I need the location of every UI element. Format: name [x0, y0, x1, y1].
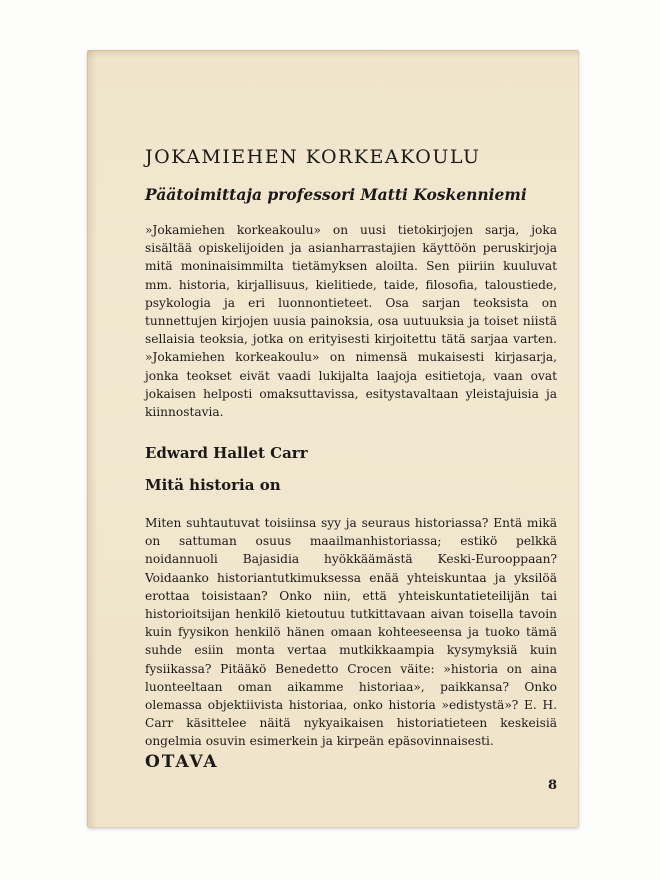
editor-line: Päätoimittaja professori Matti Koskenniemi: [145, 185, 527, 204]
publisher-name: OTAVA: [145, 752, 219, 772]
author-name: Edward Hallet Carr: [145, 444, 308, 462]
series-description: »Jokamiehen korkeakoulu» on uusi tietokirjojen sarja, joka sisältää opiskelijoiden ja asianharrastajien käyttöön peruskirjoja mitä moninaisimmilta tietämyksen aloilta. Sen piiriin kuuluvat mm. historia, kirjallisuus, kielitiede, taide, filosofia, taloustiede, psykologia ja eri luonnontieteet. Osa sarjan teoksista on tunnettujen kirjojen uusia painoksia, osa uutuuksia ja toiset niistä sellaisia teoksia, jotka on erityisesti kirjoitettu tätä sarjaa varten. »Jokamiehen korkeakoulu» on nimensä mukaisesti kirjasarja, jonka teokset eivät vaadi lukijalta laajoja esitietoja, vaan ovat jokaisen helposti omaksuttavissa, esitystavaltaan yleistajuisia ja kiinnostavia.: [145, 223, 557, 420]
series-title: JOKAMIEHEN KORKEAKOULU: [145, 146, 481, 168]
price-code: 8: [547, 778, 557, 793]
book-description: Miten suhtautuvat toisiinsa syy ja seuraus historiassa? Entä mikä on sattuman osuus maailmanhistoriassa; estikö pelkkä noidannuoli Bajasidia hyökkäämästä Keski-Eurooppaan? Voidaanko historiantutkimuksessa enää yhteiskuntaa ja yksilöä erottaa toisistaan? Onko niin, että yhteiskuntatieteilijän tai historioitsijan henkilö kietoutuu tutkittavaan aivan toisella tavoin kuin fyysikon henkilö hänen omaan kohteeseensa ja tuoko tämä suhde esiin monta vertaa mutkikkaampia kysymyksiä kuin fysiikassa? Pitääkö Benedetto Crocen väite: »historia on aina luonteeltaan oman aikamme historiaa», paikkansa? Onko olemassa objektiivista historiaa, onko historia »edistystä»? E. H. Carr käsittelee näitä nykyaikaisen historiatieteen keskeisiä ongelmia osuvin esimerkein ja kirpeän epäsovinnaisesti.: [145, 516, 557, 749]
book-title: Mitä historia on: [145, 476, 281, 494]
book-back-cover: [87, 50, 579, 828]
